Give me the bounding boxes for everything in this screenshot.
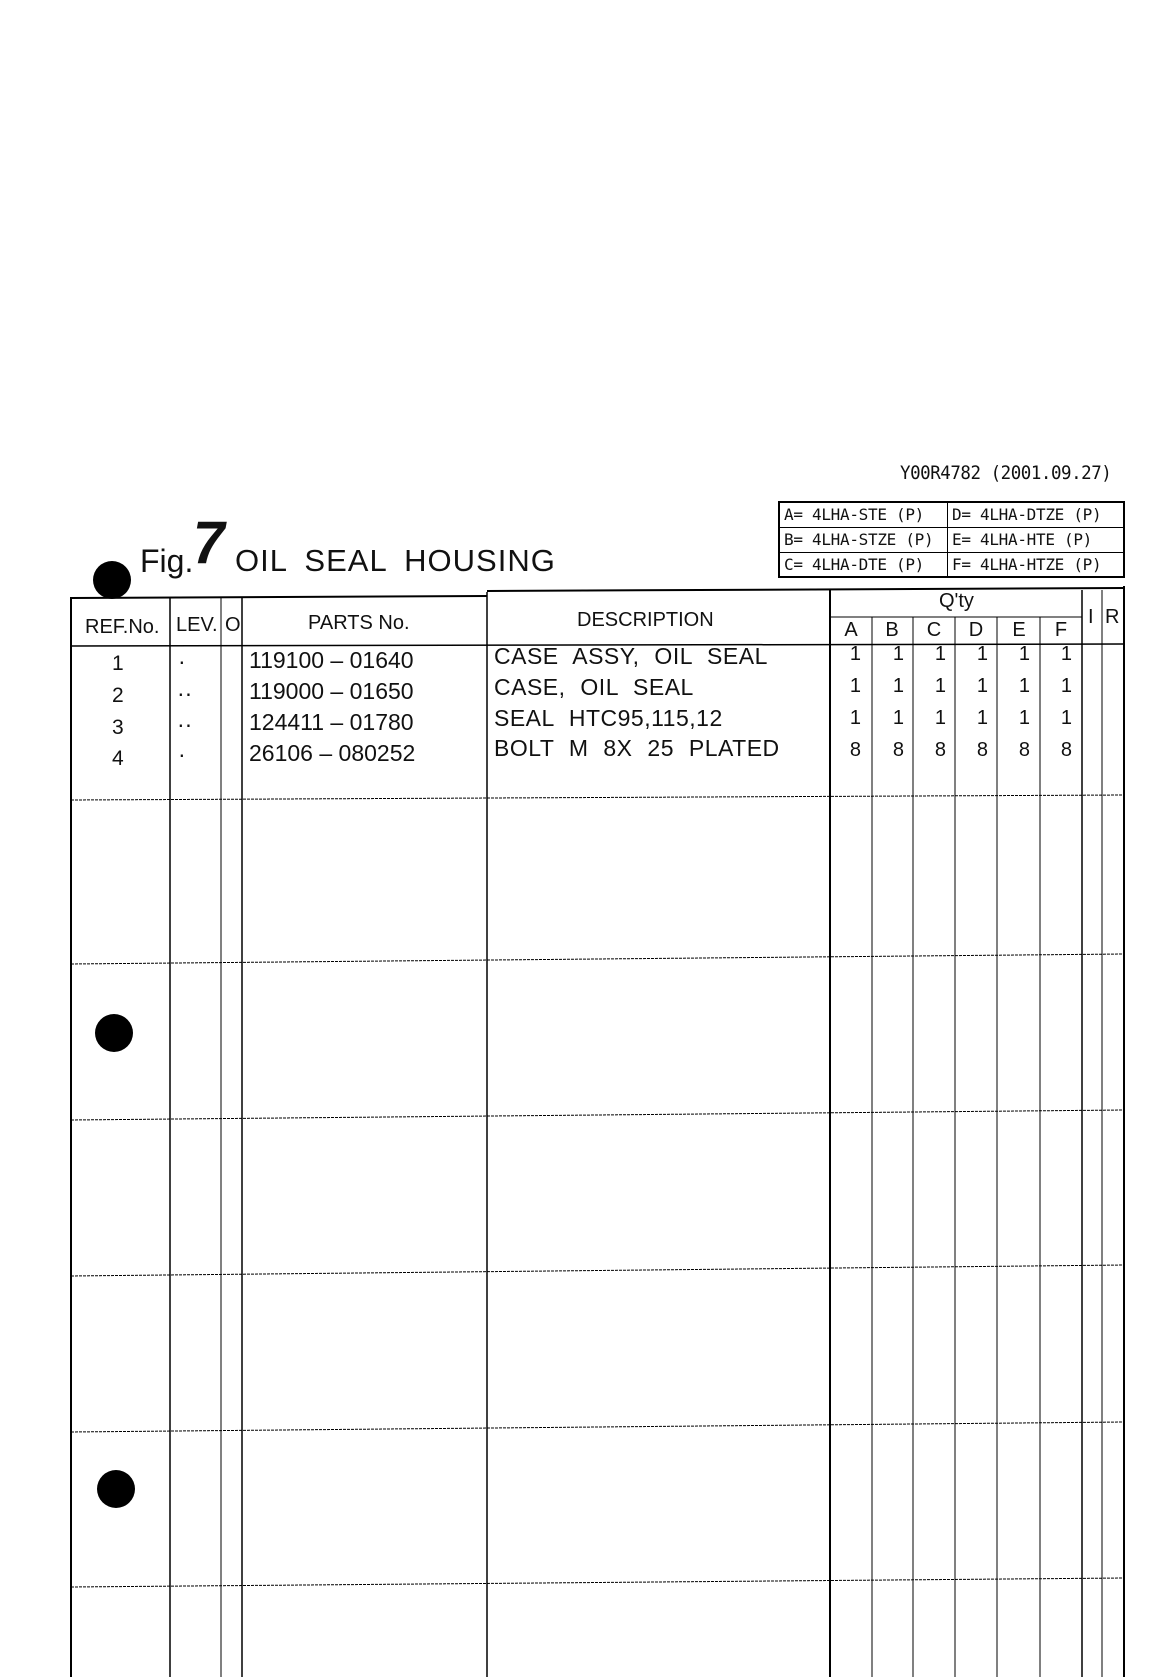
header-r: R xyxy=(1105,606,1120,628)
row-part-number: 124411 – 01780 xyxy=(249,709,414,735)
qty-col-b: B xyxy=(885,619,899,641)
row-qty-b: 1 xyxy=(892,707,904,729)
header-ref-no: REF.No. xyxy=(85,616,160,638)
row-qty-a: 1 xyxy=(849,675,861,697)
row-qty-f: 8 xyxy=(1060,739,1072,761)
row-qty-d: 1 xyxy=(976,707,988,729)
row-description: CASE ASSY, OIL SEAL xyxy=(494,643,768,669)
row-qty-a: 8 xyxy=(849,739,861,761)
model-d: D= 4LHA-DTZE (P) xyxy=(948,503,1123,528)
row-qty-d: 8 xyxy=(976,739,988,761)
row-qty-d: 1 xyxy=(976,675,988,697)
qty-col-e: E xyxy=(1012,619,1026,641)
header-description: DESCRIPTION xyxy=(577,609,714,631)
row-ref: 4 xyxy=(112,747,124,770)
qty-col-f: F xyxy=(1054,619,1068,641)
row-qty-c: 1 xyxy=(934,707,946,729)
row-level: · xyxy=(178,741,186,767)
model-f: F= 4LHA-HTZE (P) xyxy=(952,555,1102,574)
row-qty-e: 1 xyxy=(1018,675,1030,697)
row-level: · xyxy=(178,648,186,674)
row-description: SEAL HTC95,115,12 xyxy=(494,705,723,731)
header-qty: Q'ty xyxy=(939,590,974,612)
row-qty-b: 1 xyxy=(892,643,904,665)
document-id: Y00R4782 (2001.09.27) xyxy=(900,462,1112,484)
row-qty-a: 1 xyxy=(849,643,861,665)
row-ref: 2 xyxy=(112,684,124,707)
model-e: E= 4LHA-HTE (P) xyxy=(948,528,1123,553)
row-qty-f: 1 xyxy=(1060,643,1072,665)
row-ref: 1 xyxy=(112,652,124,675)
row-qty-b: 8 xyxy=(892,739,904,761)
header-o: O xyxy=(225,614,241,636)
header-level: LEV. xyxy=(176,614,218,636)
row-qty-c: 1 xyxy=(934,675,946,697)
row-qty-e: 1 xyxy=(1018,707,1030,729)
qty-col-a: A xyxy=(844,619,858,641)
header-i: I xyxy=(1088,606,1094,628)
row-level: ·· xyxy=(177,711,193,737)
header-parts-no: PARTS No. xyxy=(308,612,410,634)
row-level: ·· xyxy=(177,680,193,706)
qty-col-d: D xyxy=(968,619,984,641)
row-qty-c: 8 xyxy=(934,739,946,761)
row-qty-f: 1 xyxy=(1060,707,1072,729)
figure-number: 7 xyxy=(192,509,225,576)
row-qty-e: 8 xyxy=(1018,739,1030,761)
row-qty-e: 1 xyxy=(1018,643,1030,665)
row-qty-c: 1 xyxy=(934,643,946,665)
row-qty-a: 1 xyxy=(849,707,861,729)
row-ref: 3 xyxy=(112,716,124,739)
row-part-number: 119100 – 01640 xyxy=(249,647,414,673)
figure-title: OIL SEAL HOUSING xyxy=(235,543,556,578)
row-description: CASE, OIL SEAL xyxy=(494,674,694,700)
binder-hole-icon xyxy=(97,1470,135,1508)
model-b: B= 4LHA-STZE (P) xyxy=(780,528,948,553)
row-part-number: 119000 – 01650 xyxy=(249,678,414,704)
figure-prefix: Fig. xyxy=(140,543,194,579)
qty-col-c: C xyxy=(926,619,942,641)
model-a: A= 4LHA-STE (P) xyxy=(780,503,948,528)
row-description: BOLT M 8X 25 PLATED xyxy=(494,735,780,761)
row-part-number: 26106 – 080252 xyxy=(249,740,416,766)
model-c: C= 4LHA-DTE (P) xyxy=(780,553,948,577)
row-qty-f: 1 xyxy=(1060,675,1072,697)
row-qty-d: 1 xyxy=(976,643,988,665)
row-qty-b: 1 xyxy=(892,675,904,697)
binder-hole-icon xyxy=(95,1014,133,1052)
